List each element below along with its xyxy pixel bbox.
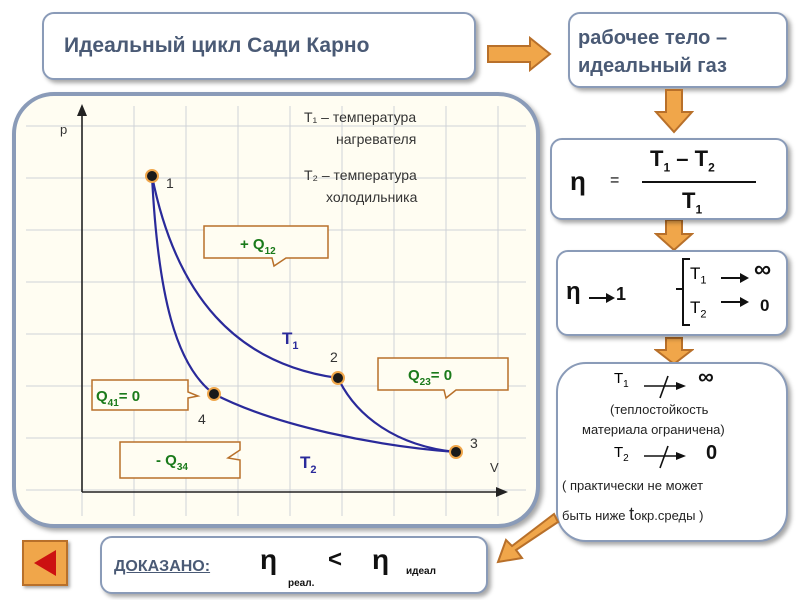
point-4 [208,388,220,400]
efficiency-formula-box [550,138,788,220]
arrow-right-icon [720,272,750,284]
point-3 [450,446,462,458]
limit-t1: $T_1$ [690,264,707,287]
limit-infinity: ∞ [754,256,772,283]
eta-real: η [260,544,278,575]
not-arrow-icon [642,444,688,472]
working-body-line1: рабочее тело – [578,27,728,49]
axis-label-p: p [60,122,68,137]
point-1 [146,170,158,182]
constraint-note2-a: ( практически не может [562,478,704,493]
svg-text:+ Q12: + $Q_{12}$ [240,236,276,257]
constraint-note2-b: быть ниже tокр.среды ) [562,504,704,524]
conclusion-box [100,536,488,594]
back-triangle-icon [24,542,66,584]
eta-symbol: η [566,278,581,305]
callout-q12 [204,226,328,266]
adiabat-41-curve [152,176,214,394]
eta-ideal: η [372,544,390,575]
arrow-down-icon [654,218,694,252]
subscript-ideal: идеал [406,566,436,577]
working-body-box [568,12,788,88]
constraint-note1-b: материала ограничена) [582,422,725,437]
back-button[interactable] [22,540,68,586]
working-body-line2: идеальный газ [578,55,727,77]
svg-text:Q41= 0: $Q_{41}= 0$ [96,388,141,409]
point-label-3: 3 [470,435,478,451]
arrow-right-icon [720,296,750,308]
fraction-line [642,181,756,183]
limit-box [556,250,788,336]
eta-symbol: η [570,166,586,196]
axis-label-v: V [490,460,499,475]
less-than-sign: < [328,546,343,573]
constraint-t2: $T_2$ [614,444,629,464]
formula-numerator: $T_1 - T_2$ [650,146,715,175]
arrow-right-icon [588,292,616,304]
equals-sign: = [610,172,620,189]
legend-t1-line2: нагревателя [336,131,417,147]
callout-q41 [92,380,198,410]
arrow-down-icon [654,88,694,134]
limit-t2: $T_2$ [690,298,707,321]
page-title: Идеальный цикл Сади Карно [64,34,370,57]
y-axis-arrow-icon [77,104,87,116]
svg-text:- Q34: - $Q_{34}$ [156,452,188,473]
limit-one: 1 [616,284,627,304]
title-box [42,12,476,80]
point-label-2: 2 [330,349,338,365]
limit-zero: 0 [760,296,770,315]
point-label-4: 4 [198,411,206,427]
constraint-zero: 0 [706,442,718,464]
isotherm-t1-label: $T_1$ [282,329,299,352]
x-axis-arrow-icon [496,487,508,497]
svg-text:Q23= 0: $Q_{23}= 0$ [408,367,453,388]
point-2 [332,372,344,384]
legend-t1-line1: T₁ – температура [304,109,417,125]
arrow-right-icon [486,36,552,72]
constraints-box [556,362,788,542]
subscript-real: реал. [288,578,315,589]
bracket-tick [676,288,682,290]
isotherm-t2-label: $T_2$ [300,453,317,476]
isotherm-t2-curve [214,394,456,452]
legend-t2-line2: холодильника [326,189,418,205]
pv-diagram-frame [12,92,540,528]
not-arrow-icon [642,372,688,400]
pv-diagram [16,96,536,524]
formula-denominator: $T_1$ [682,188,703,217]
constraint-t1: $T_1$ [614,370,629,390]
bracket [682,258,690,326]
legend-t2-line1: T₂ – температура [304,167,417,183]
callout-q23 [378,358,508,398]
constraint-infinity: ∞ [698,364,714,389]
point-label-1: 1 [166,175,174,191]
callout-q34 [120,442,240,478]
constraint-note1-a: (теплостойкость [610,402,709,417]
conclusion-label: ДОКАЗАНО: [114,558,211,575]
